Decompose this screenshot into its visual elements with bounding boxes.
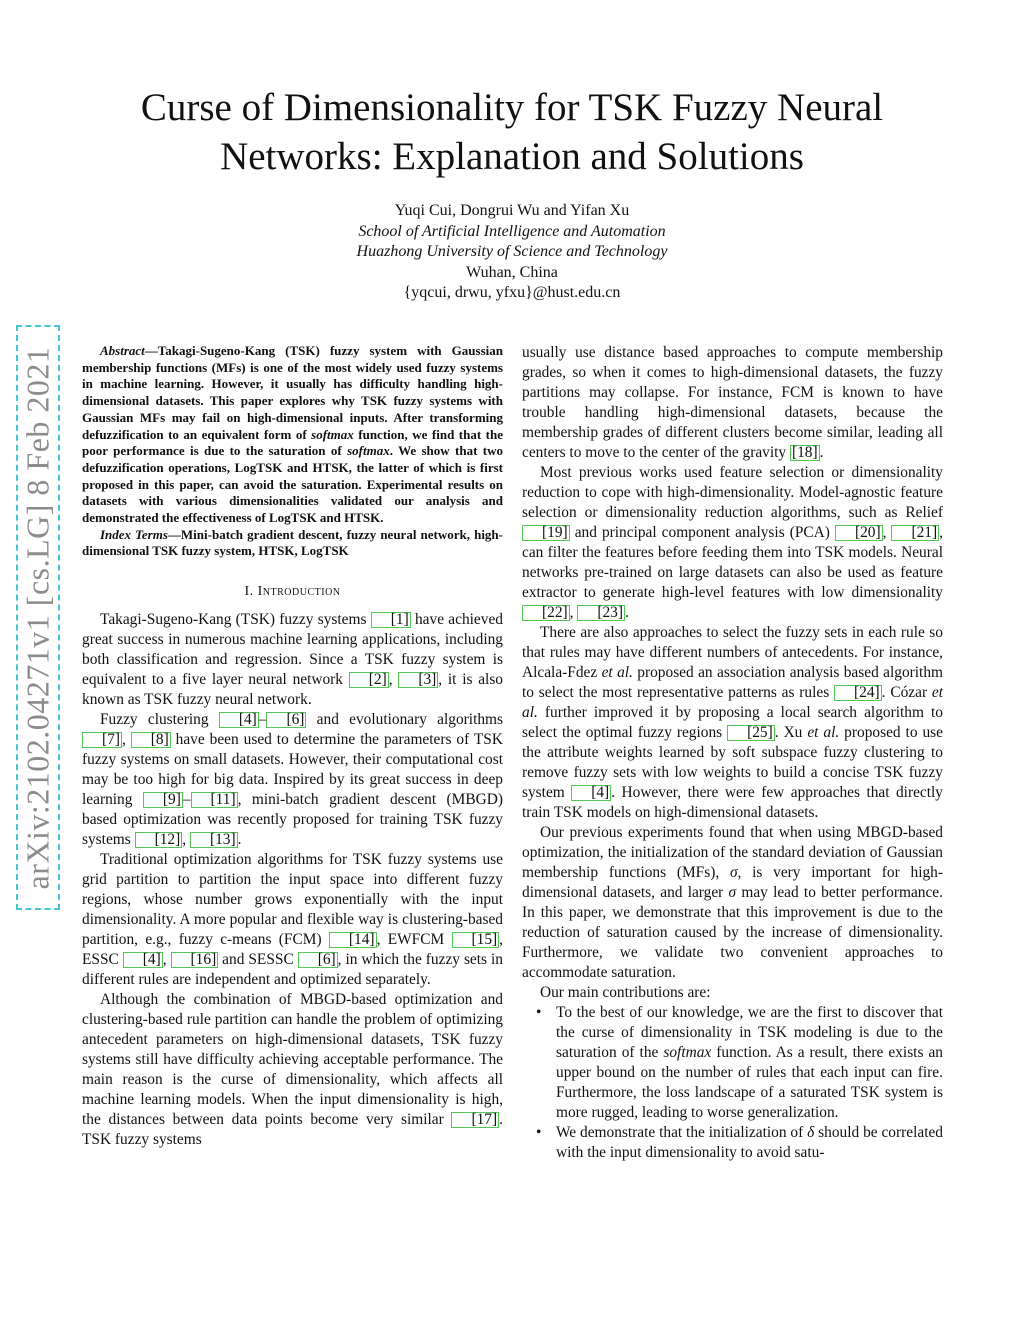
citation-link[interactable]: [22] [522,605,570,621]
section-heading-introduction: I. Introduction [244,584,341,600]
author-names: Yuqi Cui, Dongrui Wu and Yifan Xu [394,202,630,219]
contributions-list [522,1003,943,1163]
intro-paragraph-5: usually use distance based approaches to compute membership grades, so when it comes to high-dimensional datasets, the fuzzy partitions may collapse. For instance, FCM is known to have trouble handling high-dimensional datasets, because the membership grades of different clusters become similar, leading all centers to move to the center of the gravity [18] . [522,344,943,461]
citation-link[interactable]: [16] [171,952,219,968]
list-item: • To the best of our knowledge, we are the first to discover that the curse of dimensionality in TSK modeling is due to the saturation of the softmax function. As a result, there exists an upper bound on the number of rules that each input can fire. Furthermore, the loss landscape of a saturated TSK system is more rugged, leading to worse generalization. [522,1003,943,1123]
index-terms-label: Index Terms [100,526,168,542]
list-item: • We demonstrate that the initialization of δ should be correlated with the input dimensionality to avoid satu- [522,1123,943,1163]
abstract: Abstract—Takagi-Sugeno-Kang (TSK) fuzzy system with Gaussian membership functions (MFs) is one of the most widely used fuzzy systems in machine learning. However, it usually has difficulty handling high-dimensional datasets. This paper explores why TSK fuzzy systems with Gaussian MFs may fail on high-dimensional inputs. After transforming defuzzification to an equivalent form of softmax function, we find that the poor performance is due to the saturation of softmax. We show that two defuzzification operations, LogTSK and HTSK, the latter of which is first proposed in this paper, can avoid the saturation. Experimental results on datasets with various dimensionalities validated our analysis and demonstrated the effectiveness of LogTSK and HTSK. [82,343,503,526]
citation-link[interactable]: [17] [451,1112,499,1128]
abstract-label: Abstract [100,343,145,358]
citation-link[interactable]: [6] [298,952,338,968]
intro-paragraph-7: There are also approaches to select the fuzzy sets in each rule so that rules may have different numbers of antecedents. For instance, Alcala-Fdez et al. proposed an association analysis based algorithm to select the most representative patterns as rules [24] . Cózar et al. further improved it by proposing a local search algorithm to select the optimal fuzzy regions [25] . Xu et al. proposed to use the attribute weights learned by soft subspace fuzzy clustering to remove fuzzy sets with low weights to build a concise TSK fuzzy system [4] . However, there were few approaches that directly train TSK models on high-dimensional datasets. [522,624,944,821]
arxiv-stamp-text: arXiv:2102.04271v1 [cs.LG] 8 Feb 2021 [19,346,56,889]
citation-link[interactable]: [3] [398,672,438,688]
citation-link[interactable]: [24] [834,685,882,701]
author-block [180,201,844,304]
citation-link[interactable]: [25] [727,725,775,741]
arxiv-stamp [16,325,60,910]
intro-paragraph-8: Our previous experiments found that when using MBGD-based optimization, the initialization of the standard deviation of Gaussian membership functions (MFs), σ, is very important for high-dimensional datasets, and larger σ may lead to better performance. In this paper, we demonstrate that this improvement is due to the reduction of saturation caused by the increase of dimensionality. Furthermore, we validate two convenient approaches to accommodate saturation. [522,824,943,981]
citation-link[interactable]: [18] [791,444,818,461]
citation-link[interactable]: [12] [135,832,183,848]
author-emails: {yqcui, drwu, yfxu}@hust.edu.cn [403,284,621,301]
citation-link[interactable]: [20] [835,525,883,541]
citation-link[interactable]: [21] [891,525,939,541]
right-column [522,343,943,1163]
citation-link[interactable]: [11] [191,792,238,808]
index-terms: Index Terms—Mini-batch gradient descent, fuzzy neural network, high-dimensional TSK fuzzy system, HTSK, LogTSK [82,526,503,559]
affiliation-city: Wuhan, China [466,263,558,281]
citation-link[interactable]: [9] [143,792,183,808]
citation-link[interactable]: [8] [131,732,171,748]
citation-link[interactable]: [7] [82,732,122,748]
sigma-symbol: σ [729,864,738,881]
citation-link[interactable]: [23] [577,605,625,621]
title-line-1: Curse of Dimensionality for TSK Fuzzy Neural [140,86,884,129]
citation-link[interactable]: [2] [349,672,389,688]
citation-link[interactable]: [14] [329,932,377,948]
intro-paragraph-2: Fuzzy clustering [4] – [6] and evolutionary algorithms [7] , [8] have been used to determine the parameters of TSK fuzzy systems on small datasets. However, their computational cost may be too high for big data. Inspired by its great success in deep learning [9] – [11] , mini-batch gradient descent (MBGD) based optimization was recently proposed for training TSK fuzzy systems [12] , [13] . [82,711,504,849]
delta-symbol: δ [807,1124,815,1141]
intro-paragraph-4: Although the combination of MBGD-based optimization and clustering-based rule partition can handle the problem of optimizing antecedent parameters on high-dimensional datasets, TSK fuzzy systems still have difficulty achieving acceptable performance. The main reason is the curse of dimensionality, which affects all machine learning models. When the input dimensionality is high, the distances between data points become very similar [17] . TSK fuzzy systems [82,991,503,1149]
citation-link[interactable]: [1] [371,612,411,628]
paper-title [80,83,944,181]
intro-paragraph-6: Most previous works used feature selection or dimensionality reduction to cope with high-dimensionality. Model-agnostic feature selection or dimensionality reduction algorithms, such as Relief [19] and principal component analysis (PCA) [20] , [21] , can filter the features before feeding them into TSK models. Neural networks pre-trained on large datasets can also be used as feature extractor to generate high-level features with low dimensionality [22] , [23] . [522,464,943,621]
left-column [82,343,503,1150]
citation-link[interactable]: [4] [219,712,259,728]
citation-link[interactable]: [13] [190,832,238,848]
citation-link[interactable]: [4] [123,952,163,968]
citation-link[interactable]: [6] [266,712,306,728]
affiliation-university: Huazhong University of Science and Technology [356,243,668,260]
citation-link[interactable]: [15] [452,932,500,948]
sigma-symbol: σ [728,884,737,901]
citation-link[interactable]: [19] [522,525,570,541]
title-line-2: Networks: Explanation and Solutions [220,135,804,178]
citation-link[interactable]: [4] [571,785,611,801]
affiliation-school: School of Artificial Intelligence and Automation [358,222,666,240]
contributions-intro: Our main contributions are: [540,984,711,1001]
intro-paragraph-1: Takagi-Sugeno-Kang (TSK) fuzzy systems [1] have achieved great success in numerous machine learning applications, including both classification and regression. Since a TSK fuzzy system is equivalent to a five layer neural network [2] , [3] , it is also known as TSK fuzzy neural network. [82,611,503,709]
intro-paragraph-3: Traditional optimization algorithms for TSK fuzzy systems use grid partition to partition the input space into different fuzzy regions, whose number grows exponentially with the input dimensionality. A more popular and flexible way is clustering-based partition, e.g., fuzzy c-means (FCM) [14] , EWFCM [15] , ESSC [4] , [16] and SESSC [6] , in which the fuzzy sets in different rules are independent and optimized separately. [82,851,504,989]
